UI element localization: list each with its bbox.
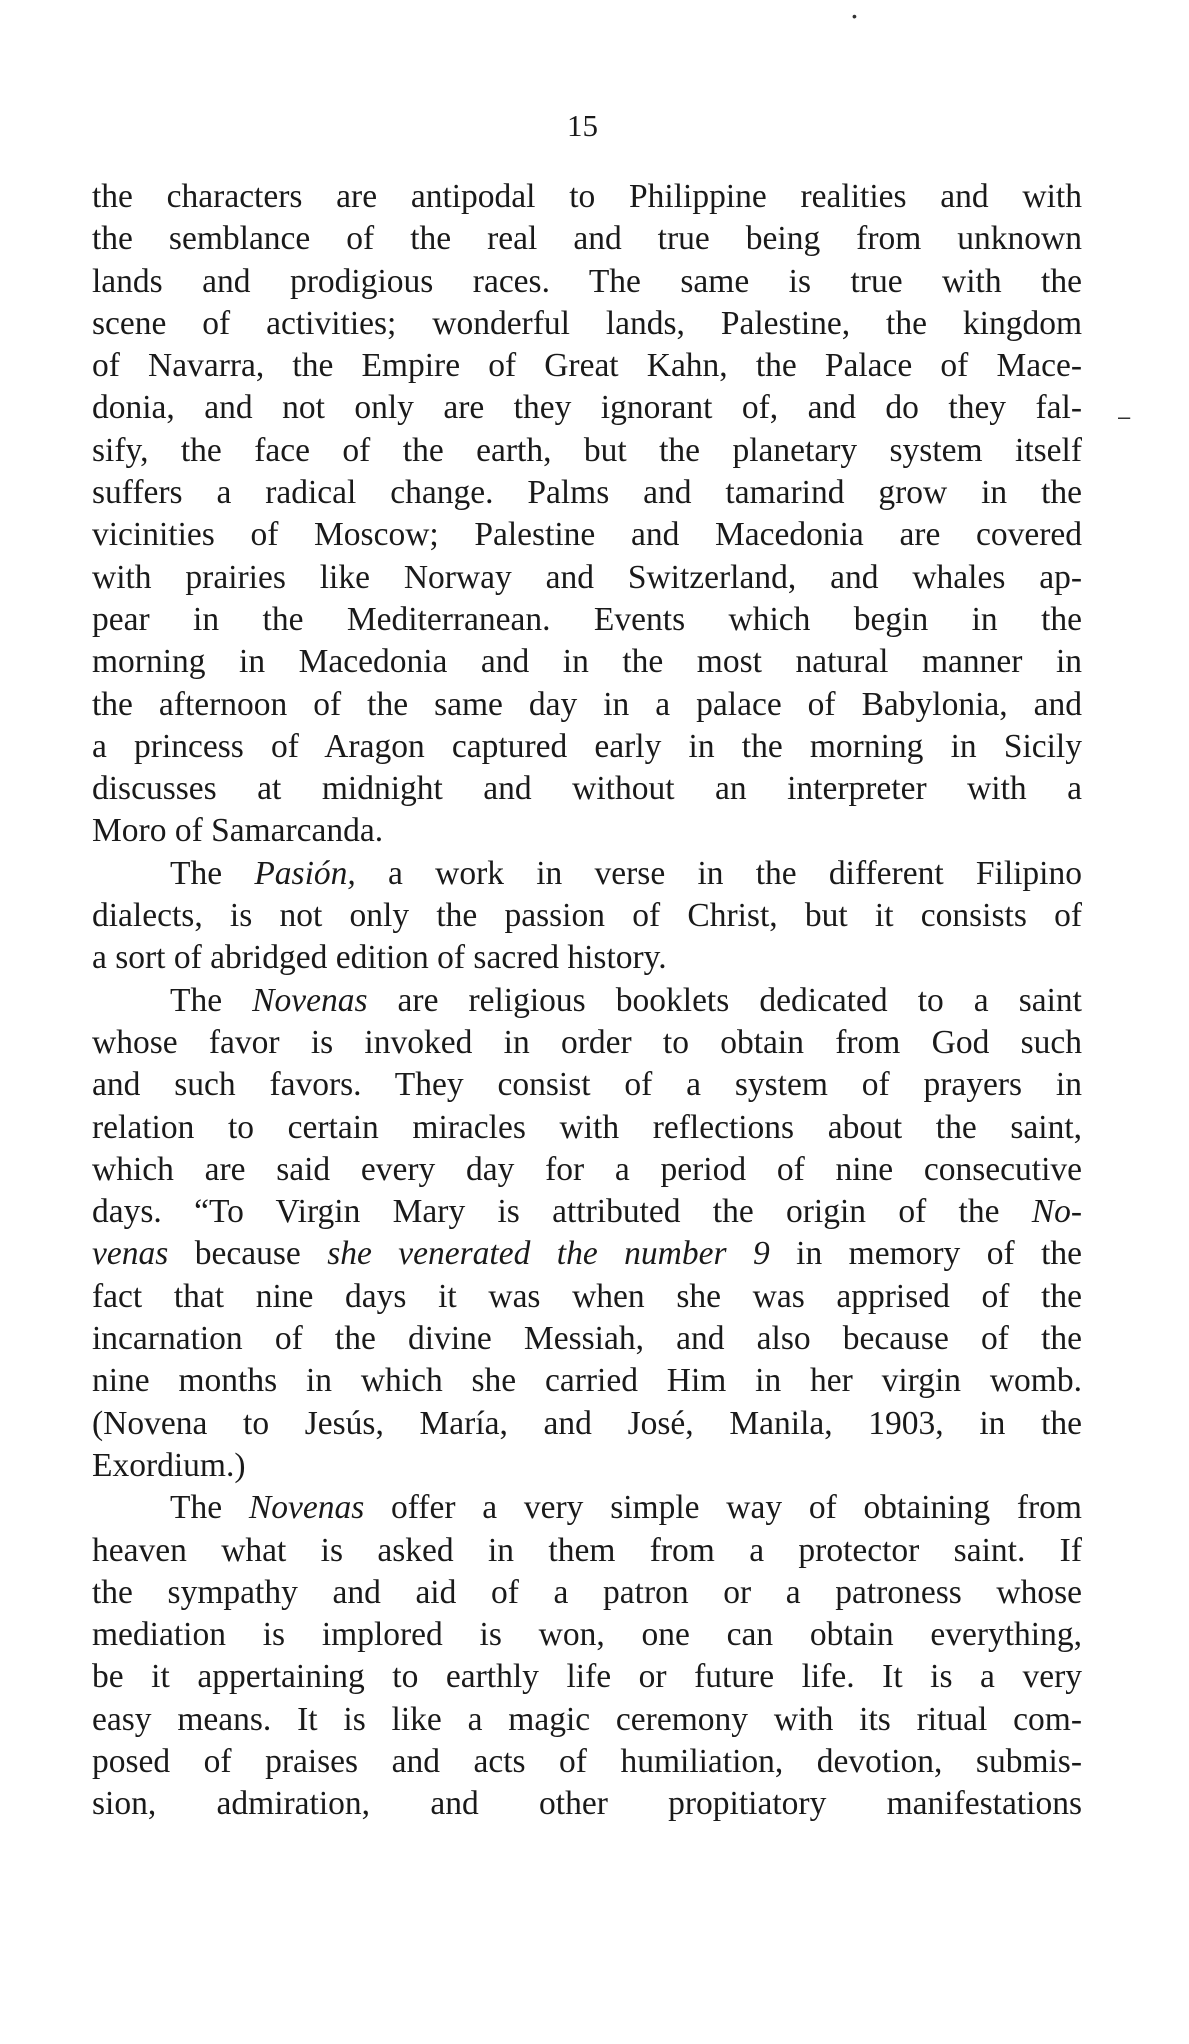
text-line: vicinities of Moscow; Palestine and Macedonia are covered [92,516,1082,554]
text-line: suffers a radical change. Palms and tamarind grow in the [92,474,1082,512]
text-line: the sympathy and aid of a patron or a patroness whose [92,1573,1082,1611]
text-line: and such favors. They consist of a system of prayers in [92,1066,1082,1104]
text-line: (Novena to Jesús, María, and José, Manila, 1903, in the [92,1404,1082,1442]
text-line: relation to certain miracles with reflections about the saint, [92,1108,1082,1146]
text-line: nine months in which she carried Him in her virgin womb. [92,1362,1082,1400]
text-run: are religious booklets dedicated to a saint [367,981,1082,1019]
text-line [92,1487,1082,1529]
text-line: sion, admiration, and other propitiatory manifestations [92,1785,1082,1823]
paragraph-4 [92,1487,1082,1825]
text-line [92,853,1082,895]
text-run: The [170,854,255,892]
text-run: days. “To Virgin Mary is attributed the origin of the [92,1193,1032,1231]
text-line: a princess of Aragon captured early in the morning in Sicily [92,727,1082,765]
text-line: discusses at midnight and without an interpreter with a [92,770,1082,808]
text-line: easy means. It is like a magic ceremony with its ritual com- [92,1700,1082,1738]
italic-phrase: she venerated the number 9 [327,1235,770,1273]
text-line: whose favor is invoked in order to obtain from God such [92,1023,1082,1061]
page-number [0,108,1185,144]
text-line: the characters are antipodal to Philippine realities and with [92,178,1082,215]
italic-term: venas [92,1235,169,1273]
text-run: The [170,1489,249,1527]
page-number-text: 15 [567,108,598,143]
text-line: Exordium.) [92,1446,246,1484]
text-line: morning in Macedonia and in the most natural manner in [92,643,1082,681]
text-line: mediation is implored is won, one can obtain everything, [92,1616,1082,1654]
text-run: because [168,1235,328,1273]
text-line: be it appertaining to earthly life or future life. It is a very [92,1658,1082,1696]
text-line [92,1191,1082,1233]
paragraph-2 [92,853,1082,980]
italic-term: Pasión, [254,854,356,892]
text-line: Moro of Samarcanda. [92,812,384,850]
text-run: offer a very simple way of obtaining from [364,1489,1082,1527]
italic-term: Novenas [252,981,368,1019]
text-line: of Navarra, the Empire of Great Kahn, the Palace of Mace- [92,347,1082,385]
text-line [92,1233,1082,1275]
text-run: The [170,981,253,1019]
text-line: lands and prodigious races. The same is true with the [92,262,1082,300]
text-line: the afternoon of the same day in a palace of Babylonia, and [92,685,1082,723]
margin-dash-mark: – [1118,404,1131,429]
text-line: heaven what is asked in them from a protector saint. If [92,1531,1082,1569]
paragraph-1 [92,176,1082,853]
text-line: dialects, is not only the passion of Christ, but it consists of [92,897,1082,935]
text-line: pear in the Mediterranean. Events which begin in the [92,600,1082,638]
text-line: fact that nine days it was when she was apprised of the [92,1277,1082,1315]
text-line: which are said every day for a period of nine consecutive [92,1150,1082,1188]
text-line: a sort of abridged edition of sacred history. [92,939,667,977]
text-line: with prairies like Norway and Switzerland, and whales ap- [92,558,1082,596]
italic-term: No- [1031,1193,1082,1231]
text-line: posed of praises and acts of humiliation, devotion, submis- [92,1742,1082,1780]
text-line: the semblance of the real and true being from unknown [92,220,1082,258]
text-line: incarnation of the divine Messiah, and also because of the [92,1320,1082,1358]
text-line: scene of activities; wonderful lands, Palestine, the kingdom [92,304,1082,342]
paragraph-3 [92,980,1082,1488]
body-text [92,176,1082,1826]
text-run: a work in verse in the different Filipino [355,854,1082,892]
top-dot-mark: • [852,8,857,24]
text-line: sify, the face of the earth, but the planetary system itself [92,431,1082,469]
text-line [92,980,1082,1022]
text-line: donia, and not only are they ignorant of, and do they fal- [92,389,1082,427]
text-run: in memory of the [769,1235,1082,1273]
italic-term: Novenas [248,1489,365,1527]
